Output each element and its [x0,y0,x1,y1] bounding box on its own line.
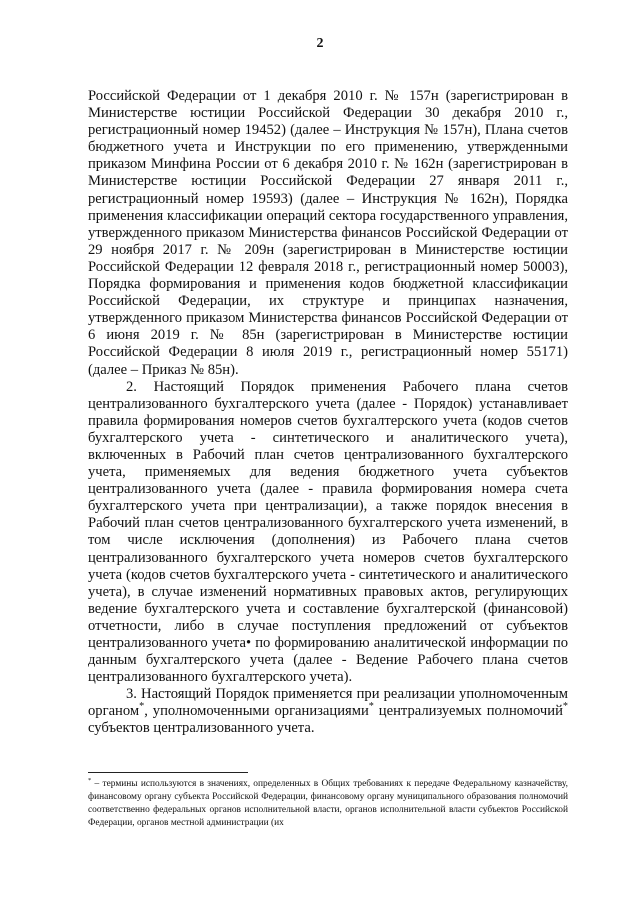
footnote-reference: * [139,701,145,713]
paragraph-2: 2. Настоящий Порядок применения Рабочего плана счетов централизованного бухгалтерского учета (далее - Порядок) устанавливает правила формирования номеров счетов бухгалтерского учета (кодов счетов бухгалтерского учета - синтетического и аналитического учета), включенных в Рабочий план счетов централизованного бухгалтерского учета, применяемых для ведения бюджетного учета субъектов централизованного учета (далее - правила формирования номера счета бухгалтерского учета при централизации), а также порядок внесения в Рабочий план счетов централизованного бухгалтерского учета изменений, в том числе исключения (дополнения) из Рабочего плана счетов централизованного бухгалтерского учета номеров счетов бухгалтерского учета (кодов счетов бухгалтерского учета - синтетического и аналитического учета), в случае изменений нормативных правовых актов, регулирующих ведение бухгалтерского учета и составление бухгалтерской (финансовой) отчетности, либо в случае поступления предложений от субъектов централизованного учета• по формированию аналитической информации по данным бухгалтерского учета (далее - Ведение Рабочего плана счетов централизованного бухгалтерского учета). [88,378,568,686]
page-number: 2 [316,36,324,51]
footnote-reference: * [562,701,568,713]
footnote-divider [88,772,248,773]
paragraph-3-part3: централизуемых полномочий [373,703,563,720]
footnote-mark: * [88,776,92,784]
paragraph-3-part2: , уполномоченными организациями [144,703,369,720]
footnote [88,778,568,830]
paragraph-3-part4: субъектов централизованного учета. [88,720,315,737]
document-body [88,88,568,738]
footnote-text: – термины используются в значениях, определенных в Общих требованиях к передаче Федеральному казначейству, финансовому органу субъекта Российской Федерации, финансовому органу муниципального образования полномочий соответственно федеральных органов исполнительной власти, органов исполнительной власти субъектов Российской Федерации, органов местной администрации (их [88,779,568,828]
paragraph-continuation: Российской Федерации от 1 декабря 2010 г. № 157н (зарегистрирован в Министерстве юстиции Российской Федерации 30 декабря 2010 г., регистрационный номер 19452) (далее – Инструкция № 157н), Плана счетов бюджетного учета и Инструкции по его применению, утвержденными приказом Минфина России от 6 декабря 2010 г. № 162н (зарегистрирован в Министерстве юстиции Российской Федерации 27 января 2011 г., регистрационный номер 19593) (далее – Инструкция № 162н), Порядка применения классификации операций сектора государственного управления, утвержденного приказом Министерства финансов Российской Федерации от 29 ноября 2017 г. № 209н (зарегистрирован в Министерстве юстиции Российской Федерации 12 февраля 2018 г., регистрационный номер 50003), Порядка формирования и применения кодов бюджетной классификации Российской Федерации, их структуре и принципах назначения, утвержденного приказом Министерства финансов Российской Федерации от 6 июня 2019 г. № 85н (зарегистрирован в Министерстве юстиции Российской Федерации 8 июля 2019 г., регистрационный номер 55171) (далее – Приказ № 85н). [88,88,568,378]
paragraph-3-part1: 3. Настоящий Порядок применяется при реализации уполномоченным органом [88,686,568,720]
footnote-reference: * [368,701,374,713]
paragraph-3 [88,686,568,737]
